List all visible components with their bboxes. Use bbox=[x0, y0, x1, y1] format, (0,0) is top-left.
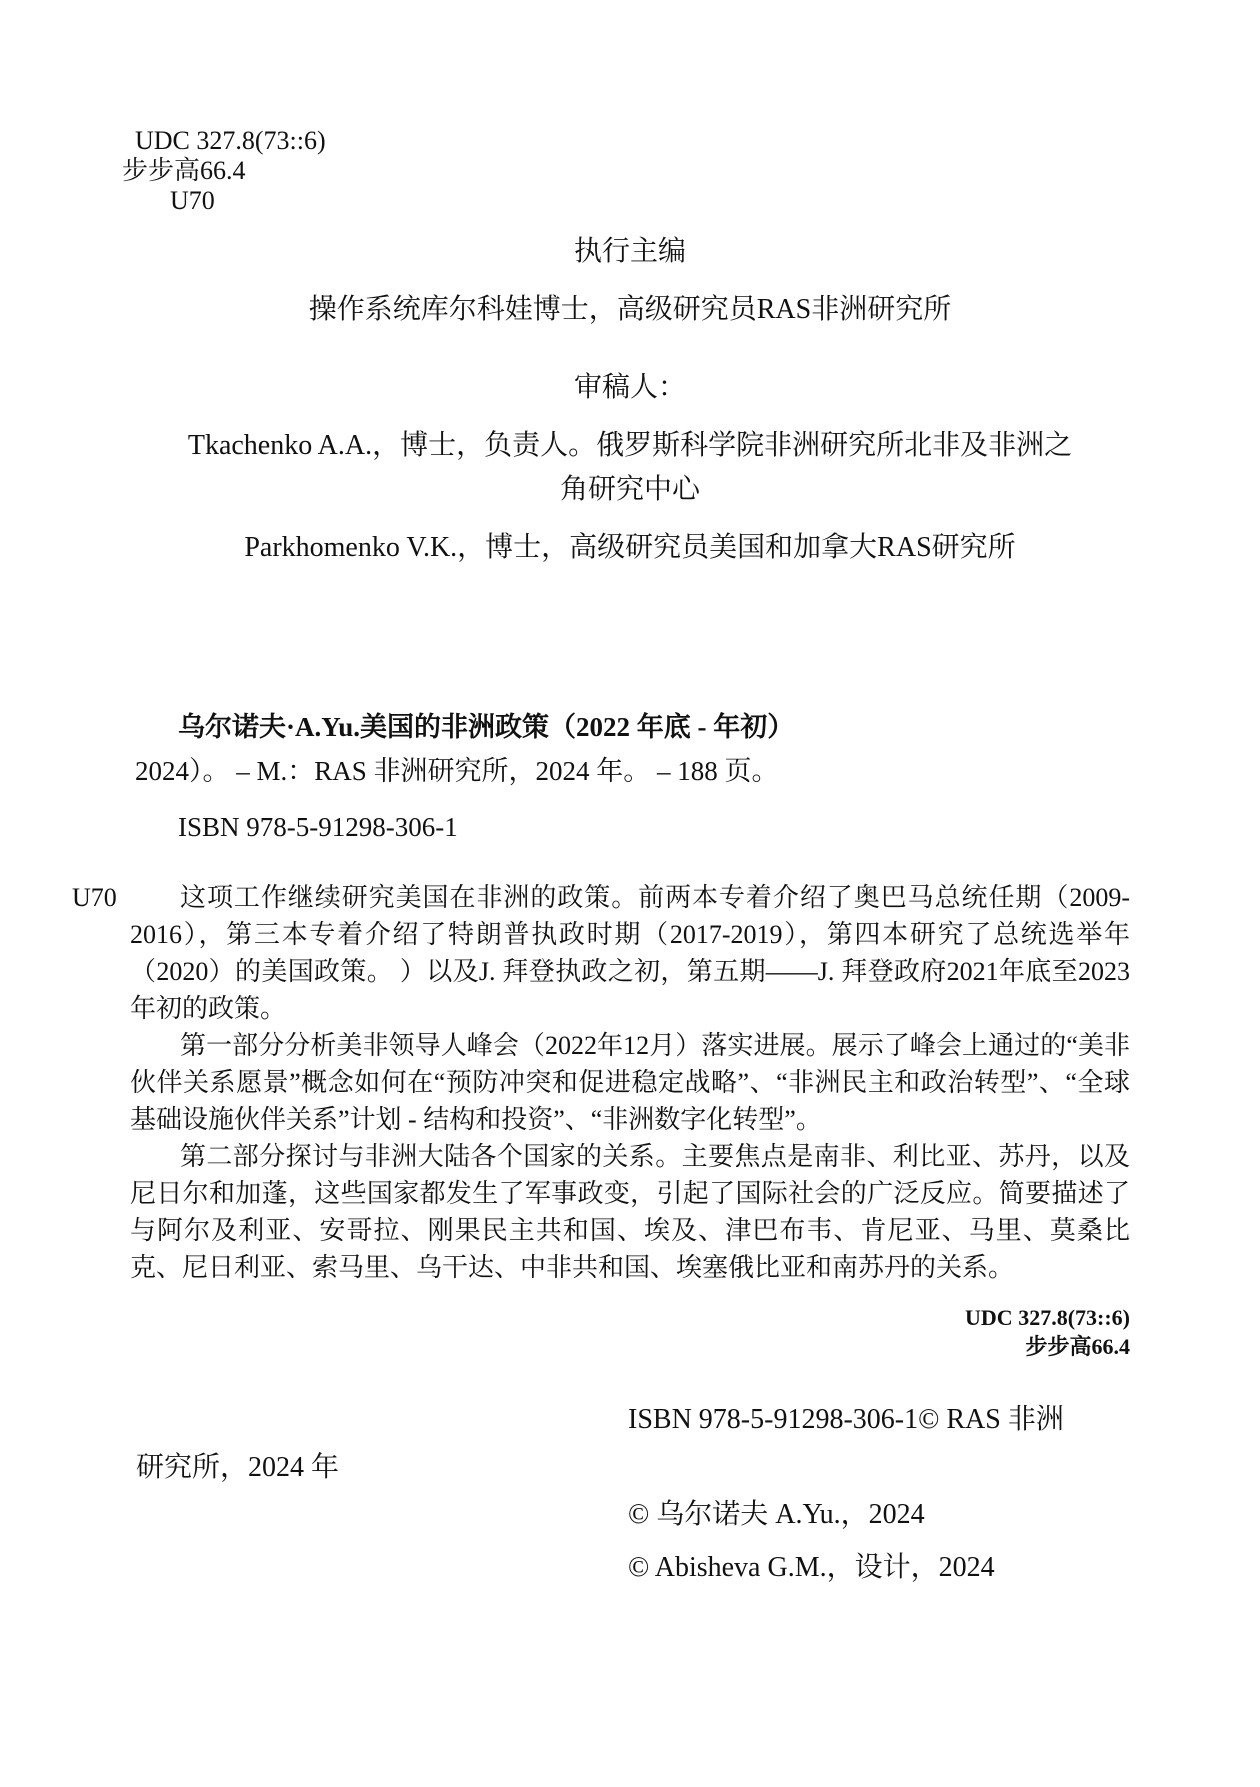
editor-heading: 执行主编 bbox=[573, 236, 686, 267]
reviewer-1 bbox=[130, 424, 1130, 512]
abstract-mark: U70 bbox=[72, 883, 117, 912]
copyright-author: © 乌尔诺夫 A.Yu.，2024 bbox=[628, 1499, 925, 1530]
reviewer-1-line-1: Tkachenko A.A.，博士，负责人。俄罗斯科学院非洲研究所北非及非洲之 bbox=[187, 430, 1073, 461]
reviewer-1-line-2: 角研究中心 bbox=[559, 474, 700, 505]
isbn-record: ISBN 978-5-91298-306-1 bbox=[178, 812, 458, 842]
abstract-paragraph-3: 第二部分探讨与非洲大陆各个国家的关系。主要焦点是南非、利比亚、苏丹，以及尼日尔和加蓬，这些国家都发生了军事政变，引起了国际社会的广泛反应。简要描述了与阿尔及利亚、安哥拉、刚果民主共和国、埃及、津巴布韦、肯尼亚、马里、莫桑比克、尼日利亚、索马里、乌干达、中非共和国、埃塞俄比亚和南苏丹的关系。 bbox=[130, 1142, 1130, 1282]
abstract-paragraph-2: 第一部分分析美非领导人峰会（2022年12月）落实进展。展示了峰会上通过的“美非伙伴关系愿景”概念如何在“预防冲突和促进稳定战略”、“非洲民主和政治转型”、“全球基础设施伙伴关系”计划 - 结构和投资”、“非洲数字化转型”。 bbox=[130, 1031, 1130, 1134]
udc-code-right: UDC 327.8(73::6) bbox=[965, 1305, 1130, 1330]
abstract-paragraph-1: 这项工作继续研究美国在非洲的政策。前两本专着介绍了奥巴马总统任期（2009-2016），第三本专着介绍了特朗普执政时期（2017-2019），第四本研究了总统选举年（2020）的美国政策。 ）以及J. 拜登执政之初，第五期——J. 拜登政府2021年底至2023年初的政策。 bbox=[130, 883, 1130, 1023]
reviewers-heading: 审稿人： bbox=[573, 372, 686, 403]
imprint: 2024）。 – M.：RAS 非洲研究所，2024 年。 – 188 页。 bbox=[135, 756, 779, 786]
author-mark: U70 bbox=[170, 186, 215, 215]
book-title: 乌尔诺夫·A.Yu.美国的非洲政策（2022 年底 - 年初） bbox=[178, 712, 795, 742]
udc-code: UDC 327.8(73::6) bbox=[135, 126, 326, 155]
chief-editor: 操作系统库尔科娃博士，高级研究员RAS非洲研究所 bbox=[308, 294, 952, 325]
copyright-isbn: ISBN 978-5-91298-306-1© RAS 非洲 bbox=[628, 1404, 1064, 1435]
copyright-institute: 研究所，2024 年 bbox=[136, 1452, 340, 1483]
copyright-design: © Abisheva G.M.，设计，2024 bbox=[628, 1552, 995, 1583]
bbk-code: 步步高66.4 bbox=[122, 156, 246, 185]
reviewer-2: Parkhomenko V.K.，博士，高级研究员美国和加拿大RAS研究所 bbox=[244, 532, 1016, 563]
bbk-code-right: 步步高66.4 bbox=[1025, 1334, 1130, 1359]
